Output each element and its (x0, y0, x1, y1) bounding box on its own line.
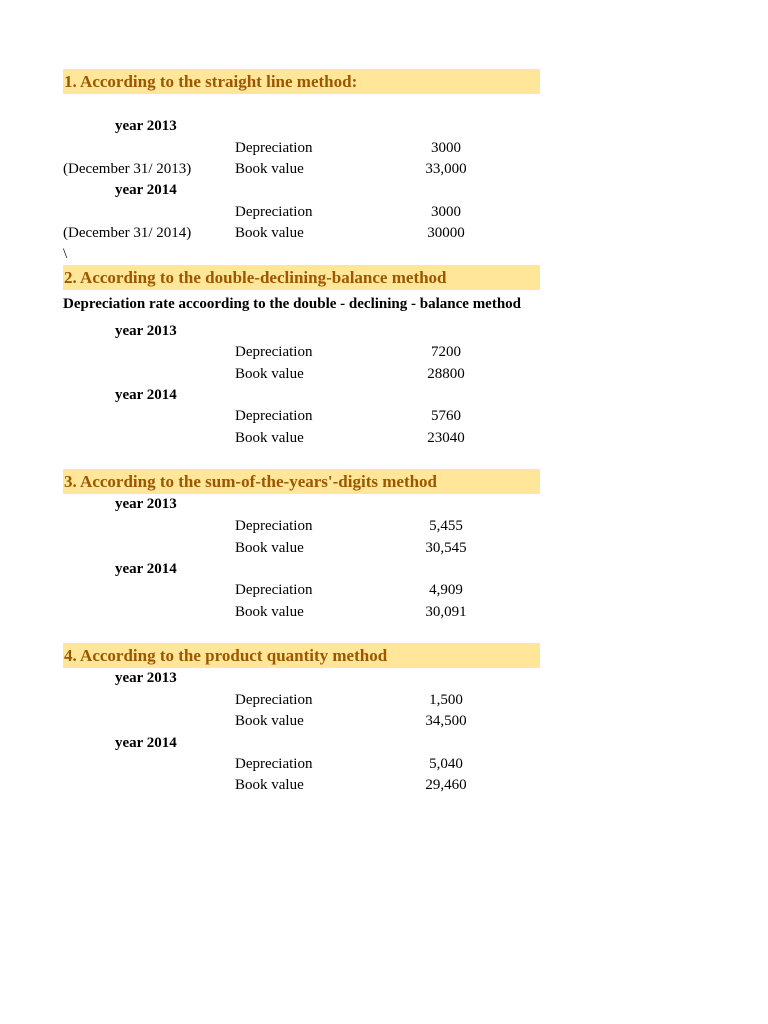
depreciation-label[interactable]: Depreciation (235, 692, 313, 708)
depreciation-rate-note[interactable]: Depreciation rate accoording to the double - declining - balance method (63, 296, 522, 312)
book-value[interactable]: 30,545 (425, 540, 467, 556)
depreciation-label[interactable]: Depreciation (235, 582, 313, 598)
year-label[interactable]: year 2014 (115, 561, 177, 577)
year-label[interactable]: year 2014 (115, 182, 177, 198)
book-value[interactable]: 30000 (427, 225, 465, 241)
year-label[interactable]: year 2013 (115, 118, 177, 134)
depreciation-value[interactable]: 3000 (431, 204, 461, 220)
depreciation-label[interactable]: Depreciation (235, 140, 313, 156)
depreciation-label[interactable]: Depreciation (235, 344, 313, 360)
depreciation-value[interactable]: 5760 (431, 408, 461, 424)
year-label[interactable]: year 2013 (115, 496, 177, 512)
book-value[interactable]: 30,091 (425, 604, 467, 620)
book-value[interactable]: 34,500 (425, 713, 467, 729)
book-value[interactable]: 33,000 (425, 161, 467, 177)
depreciation-value[interactable]: 3000 (431, 140, 461, 156)
year-label[interactable]: year 2014 (115, 735, 177, 751)
year-label[interactable]: year 2013 (115, 323, 177, 339)
depreciation-label[interactable]: Depreciation (235, 408, 313, 424)
book-value-label[interactable]: Book value (235, 540, 304, 556)
book-value-label[interactable]: Book value (235, 713, 304, 729)
section-heading-double-declining[interactable]: 2. According to the double-declining-balance method (63, 265, 540, 290)
year-label[interactable]: year 2013 (115, 670, 177, 686)
book-value-label[interactable]: Book value (235, 430, 304, 446)
date-label[interactable]: (December 31/ 2013) (63, 161, 192, 177)
book-value-label[interactable]: Book value (235, 604, 304, 620)
depreciation-value[interactable]: 5,455 (429, 518, 463, 534)
book-value[interactable]: 23040 (427, 430, 465, 446)
date-label[interactable]: (December 31/ 2014) (63, 225, 192, 241)
section-heading-product-quantity[interactable]: 4. According to the product quantity method (63, 643, 540, 668)
depreciation-value[interactable]: 4,909 (429, 582, 463, 598)
book-value-label[interactable]: Book value (235, 777, 304, 793)
depreciation-label[interactable]: Depreciation (235, 204, 313, 220)
depreciation-value[interactable]: 7200 (431, 344, 461, 360)
depreciation-value[interactable]: 5,040 (429, 756, 463, 772)
stray-character[interactable]: \ (63, 246, 68, 262)
book-value-label[interactable]: Book value (235, 225, 304, 241)
depreciation-value[interactable]: 1,500 (429, 692, 463, 708)
book-value-label[interactable]: Book value (235, 161, 304, 177)
year-label[interactable]: year 2014 (115, 387, 177, 403)
book-value-label[interactable]: Book value (235, 366, 304, 382)
book-value[interactable]: 29,460 (425, 777, 467, 793)
depreciation-label[interactable]: Depreciation (235, 756, 313, 772)
book-value[interactable]: 28800 (427, 366, 465, 382)
depreciation-label[interactable]: Depreciation (235, 518, 313, 534)
section-heading-straight-line[interactable]: 1. According to the straight line method: (63, 69, 540, 94)
section-heading-sum-of-years-digits[interactable]: 3. According to the sum-of-the-years'-digits method (63, 469, 540, 494)
